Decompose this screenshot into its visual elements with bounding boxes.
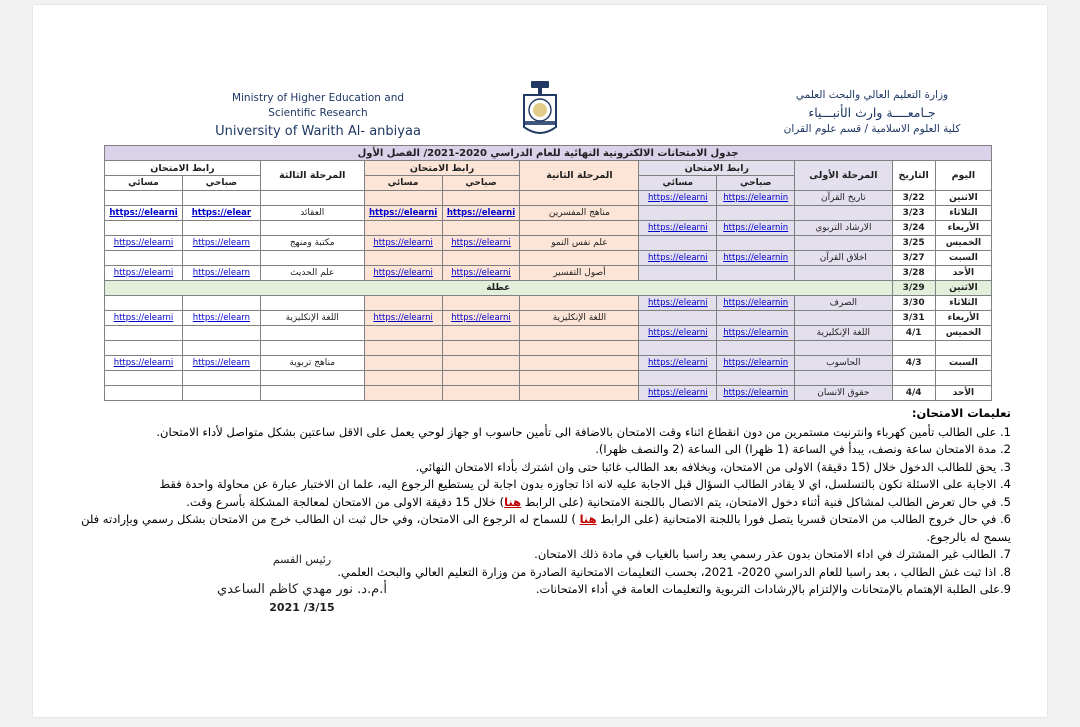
cell-stage3-link-morning[interactable] bbox=[182, 236, 260, 251]
cell-stage1-link-evening bbox=[639, 236, 717, 251]
cell-day bbox=[935, 371, 991, 386]
cell-stage3-subject bbox=[260, 296, 364, 311]
cell-stage3-link-morning[interactable] bbox=[182, 266, 260, 281]
col-header-link1: رابط الامتحان bbox=[639, 161, 795, 176]
table-row bbox=[105, 191, 992, 206]
cell-day: الاثنين bbox=[935, 281, 991, 296]
exam-link[interactable]: https://elearni bbox=[373, 238, 433, 248]
cell-stage3-link-evening[interactable] bbox=[105, 266, 183, 281]
col-header-stage3-evening: مسائي bbox=[105, 176, 183, 191]
signature-block bbox=[177, 553, 427, 614]
cell-stage2-link-morning[interactable] bbox=[442, 206, 520, 221]
cell-stage2-link-evening bbox=[364, 371, 442, 386]
university-crest-icon bbox=[518, 81, 562, 141]
exam-link[interactable]: https://elearnin bbox=[723, 388, 789, 398]
cell-holiday-label: عطلة bbox=[105, 281, 893, 296]
cell-stage1-link-evening[interactable] bbox=[639, 191, 717, 206]
exam-link[interactable]: https://elearni bbox=[648, 358, 708, 368]
cell-stage3-subject bbox=[260, 251, 364, 266]
cell-day: الأربعاء bbox=[935, 221, 991, 236]
cell-stage2-subject bbox=[520, 371, 639, 386]
cell-stage3-subject bbox=[260, 191, 364, 206]
cell-date bbox=[892, 371, 935, 386]
cell-date: 3/28 bbox=[892, 266, 935, 281]
cell-stage3-link-morning bbox=[182, 191, 260, 206]
cell-day: الأحد bbox=[935, 266, 991, 281]
cell-day: السبت bbox=[935, 356, 991, 371]
exam-link[interactable]: https://elearni bbox=[451, 268, 511, 278]
cell-stage3-link-evening bbox=[105, 341, 183, 356]
cell-stage3-subject bbox=[260, 341, 364, 356]
cell-date: 4/1 bbox=[892, 326, 935, 341]
instruction-item: 9.على الطلبة الإهتمام بالإمتحانات والإلتزام بالإرشادات التربوية والتعليمات العامة في أداء الامتحانات. bbox=[535, 582, 1011, 596]
cell-stage1-subject bbox=[795, 371, 892, 386]
cell-date: 3/24 bbox=[892, 221, 935, 236]
table-row-holiday bbox=[105, 281, 992, 296]
cell-stage1-link-evening bbox=[639, 341, 717, 356]
instruction-item: 6. في حال خروج الطالب من الامتحان قسريا يتصل فورا باللجنة الامتحانية (على الرابط هنا ) للسماح له الرجوع الى الامتحان، وفي حال ثبت ان الطالب خرج من الامتحان بشكل رسمي وبإرادته فلن يسمح له بالرجوع. bbox=[81, 512, 1011, 544]
cell-stage3-subject: علم الحديث bbox=[260, 266, 364, 281]
cell-stage2-link-evening[interactable] bbox=[364, 236, 442, 251]
university-name-en: University of Warith Al- anbiyaa bbox=[215, 124, 421, 139]
exam-link[interactable]: https://elearn bbox=[192, 313, 251, 323]
cell-stage2-subject bbox=[520, 191, 639, 206]
cell-stage1-subject: اللغة الإنكليزية bbox=[795, 326, 892, 341]
table-row bbox=[105, 251, 992, 266]
cell-stage2-link-morning bbox=[442, 326, 520, 341]
instruction-link[interactable]: هنا bbox=[504, 494, 522, 509]
cell-stage1-link-evening bbox=[639, 371, 717, 386]
cell-day bbox=[935, 341, 991, 356]
cell-stage1-link-morning bbox=[717, 311, 795, 326]
table-row bbox=[105, 386, 992, 401]
cell-stage2-subject bbox=[520, 356, 639, 371]
cell-stage1-link-morning bbox=[717, 206, 795, 221]
header-left-english bbox=[173, 91, 463, 139]
exam-link[interactable]: https://elearnin bbox=[723, 253, 789, 263]
exam-link[interactable]: https://elearni bbox=[373, 268, 433, 278]
cell-stage2-subject: مناهج المفسرين bbox=[520, 206, 639, 221]
cell-date: 3/22 bbox=[892, 191, 935, 206]
cell-stage2-link-evening bbox=[364, 341, 442, 356]
cell-stage2-subject bbox=[520, 296, 639, 311]
cell-stage2-link-morning bbox=[442, 356, 520, 371]
cell-stage2-link-morning bbox=[442, 296, 520, 311]
instructions-title: تعليمات الامتحان: bbox=[911, 406, 1011, 420]
header-right-arabic bbox=[727, 87, 1017, 138]
cell-stage2-subject: اللغة الإنكليزية bbox=[520, 311, 639, 326]
cell-stage3-subject bbox=[260, 386, 364, 401]
cell-date: 4/4 bbox=[892, 386, 935, 401]
exam-link[interactable]: https://elearni bbox=[648, 193, 708, 203]
exam-link[interactable]: https://elearni bbox=[113, 358, 174, 368]
cell-stage1-link-evening[interactable] bbox=[639, 326, 717, 341]
cell-day: الثلاثاء bbox=[935, 296, 991, 311]
cell-stage1-subject bbox=[795, 236, 892, 251]
exam-link[interactable]: https://elearni bbox=[113, 238, 174, 248]
exam-link[interactable]: https://elearni bbox=[648, 388, 708, 398]
cell-stage2-subject bbox=[520, 221, 639, 236]
cell-stage1-link-evening bbox=[639, 266, 717, 281]
exam-link[interactable]: https://elearni bbox=[446, 208, 516, 218]
exam-link[interactable]: https://elearn bbox=[192, 358, 251, 368]
cell-date: 3/30 bbox=[892, 296, 935, 311]
cell-date bbox=[892, 341, 935, 356]
instruction-item: 2. مدة الامتحان ساعة ونصف، يبدأ في الساعة (1 ظهرا) الى الساعة (2 والنصف ظهرا). bbox=[595, 442, 1011, 456]
col-header-stage2: المرحلة الثانية bbox=[520, 161, 639, 191]
exam-link[interactable]: https://elearni bbox=[373, 313, 433, 323]
col-header-link3: رابط الامتحان bbox=[105, 161, 261, 176]
col-header-stage1-evening: مسائي bbox=[639, 176, 717, 191]
cell-stage2-link-evening bbox=[364, 356, 442, 371]
cell-stage3-link-evening bbox=[105, 221, 183, 236]
cell-stage3-link-morning bbox=[182, 386, 260, 401]
cell-stage2-link-morning[interactable] bbox=[442, 236, 520, 251]
cell-stage3-link-evening bbox=[105, 191, 183, 206]
cell-day: الثلاثاء bbox=[935, 206, 991, 221]
instruction-item: 8. اذا ثبت غش الطالب ، بعد راسبا للعام الدراسي 2020- 2021، بحسب التعليمات الامتحانية الصادرة من وزارة التعليم العالي والبحث العلمي. bbox=[337, 564, 1011, 579]
cell-stage1-link-morning bbox=[717, 341, 795, 356]
cell-date: 3/23 bbox=[892, 206, 935, 221]
table-row bbox=[105, 221, 992, 236]
cell-stage1-subject: حقوق الانسان bbox=[795, 386, 892, 401]
cell-stage3-link-evening[interactable] bbox=[105, 356, 183, 371]
cell-stage1-subject bbox=[795, 341, 892, 356]
cell-stage3-subject: اللغة الإنكليزية bbox=[260, 311, 364, 326]
signature-date: 2021 /3/15 bbox=[269, 601, 335, 614]
cell-stage1-link-morning[interactable] bbox=[717, 251, 795, 266]
cell-stage3-link-morning bbox=[182, 221, 260, 236]
table-row bbox=[105, 341, 992, 356]
cell-stage3-subject bbox=[260, 371, 364, 386]
cell-stage1-link-evening[interactable] bbox=[639, 296, 717, 311]
col-header-stage2-morning: صباحي bbox=[442, 176, 520, 191]
cell-stage3-link-evening bbox=[105, 251, 183, 266]
table-row bbox=[105, 296, 992, 311]
cell-stage3-link-morning[interactable] bbox=[182, 311, 260, 326]
exam-link[interactable]: https://elearnin bbox=[723, 328, 789, 338]
cell-stage3-link-morning bbox=[182, 371, 260, 386]
cell-day: الخميس bbox=[935, 326, 991, 341]
cell-stage1-subject: الحاسوب bbox=[795, 356, 892, 371]
cell-stage3-link-morning bbox=[182, 251, 260, 266]
college-name-ar: كلية العلوم الاسلامية / قسم علوم القران bbox=[783, 123, 961, 135]
document-header bbox=[33, 83, 1047, 143]
cell-stage3-link-evening bbox=[105, 296, 183, 311]
table-title: جدول الامتحانات الالكترونية النهائية للعام الدراسي 2020-2021/ الفصل الأول bbox=[105, 146, 992, 161]
instruction-item: 1. على الطالب تأمين كهرباء وانترنيت مستمرين من دون انقطاع اثناء وقت الامتحان بالاضافة الى تأمين حاسوب او جهاز لوحي يعمل على الاقل ساعتين بشكل متواصل لأداء الامتحان. bbox=[156, 424, 1011, 439]
exam-link[interactable]: https://elearni bbox=[451, 313, 511, 323]
university-name-ar: جـامعــــة وارث الأنبـــياء bbox=[808, 105, 936, 120]
exam-link[interactable]: https://elearni bbox=[113, 313, 174, 323]
exam-link[interactable]: https://elearnin bbox=[723, 223, 789, 233]
cell-stage3-link-morning bbox=[182, 341, 260, 356]
table-row bbox=[105, 356, 992, 371]
cell-day: الاثنين bbox=[935, 191, 991, 206]
exam-link[interactable]: https://elearni bbox=[648, 223, 708, 233]
exam-link[interactable]: https://elearni bbox=[368, 208, 438, 218]
col-header-day: اليوم bbox=[935, 161, 991, 191]
cell-day: السبت bbox=[935, 251, 991, 266]
cell-stage2-link-evening[interactable] bbox=[364, 266, 442, 281]
col-header-stage1-morning: صباحي bbox=[717, 176, 795, 191]
cell-stage1-subject: الصرف bbox=[795, 296, 892, 311]
col-header-stage2-evening: مسائي bbox=[364, 176, 442, 191]
exam-link[interactable]: https://elearnin bbox=[723, 298, 789, 308]
instruction-item: 5. في حال تعرض الطالب لمشاكل فنية أثناء دخول الامتحان، يتم الاتصال باللجنة الامتحانية (على الرابط هنا) خلال 15 دقيقة الاولى من الامتحان لمعالجة المشكلة بأسرع وقت. bbox=[186, 494, 1011, 509]
cell-stage2-subject bbox=[520, 341, 639, 356]
cell-stage2-subject bbox=[520, 326, 639, 341]
cell-stage3-link-morning[interactable] bbox=[182, 206, 260, 221]
instruction-item: 3. يحق للطالب الدخول خلال (15 دقيقة) الاولى من الامتحان، وبخلافه بعد الطالب غائبا حتى وان اشترك بأداء الامتحان النهائي. bbox=[415, 459, 1011, 474]
cell-stage1-link-morning bbox=[717, 266, 795, 281]
cell-date: 3/25 bbox=[892, 236, 935, 251]
cell-date: 3/29 bbox=[892, 281, 935, 296]
exam-link[interactable]: https://elearn bbox=[192, 238, 251, 248]
cell-stage3-link-morning bbox=[182, 326, 260, 341]
cell-stage2-link-morning bbox=[442, 371, 520, 386]
cell-stage2-link-evening[interactable] bbox=[364, 311, 442, 326]
cell-stage2-link-evening bbox=[364, 386, 442, 401]
col-header-date: التاريخ bbox=[892, 161, 935, 191]
cell-stage3-subject: العقائد bbox=[260, 206, 364, 221]
cell-stage3-link-evening[interactable] bbox=[105, 311, 183, 326]
cell-stage2-link-morning[interactable] bbox=[442, 311, 520, 326]
cell-stage2-link-morning bbox=[442, 191, 520, 206]
cell-stage2-subject: علم نفس النمو bbox=[520, 236, 639, 251]
cell-stage3-link-evening bbox=[105, 371, 183, 386]
cell-stage1-link-morning[interactable] bbox=[717, 191, 795, 206]
cell-stage2-subject bbox=[520, 251, 639, 266]
cell-stage1-link-evening[interactable] bbox=[639, 356, 717, 371]
cell-stage1-link-morning bbox=[717, 371, 795, 386]
cell-stage1-subject bbox=[795, 266, 892, 281]
exam-schedule-table bbox=[104, 145, 992, 401]
cell-stage2-link-morning bbox=[442, 341, 520, 356]
cell-stage1-subject bbox=[795, 206, 892, 221]
ministry-line-ar: وزارة التعليم العالي والبحث العلمي bbox=[795, 89, 949, 101]
exam-link[interactable]: https://elearnin bbox=[723, 358, 789, 368]
cell-stage2-link-morning bbox=[442, 386, 520, 401]
cell-stage2-link-morning[interactable] bbox=[442, 266, 520, 281]
exam-link[interactable]: https://elearnin bbox=[723, 193, 789, 203]
col-header-stage1: المرحلة الأولى bbox=[795, 161, 892, 191]
cell-stage3-link-evening bbox=[105, 326, 183, 341]
cell-stage1-link-evening[interactable] bbox=[639, 386, 717, 401]
ministry-line-1: Ministry of Higher Education and bbox=[231, 92, 405, 104]
cell-stage1-link-morning[interactable] bbox=[717, 296, 795, 311]
cell-stage2-link-morning bbox=[442, 221, 520, 236]
cell-stage1-link-morning bbox=[717, 236, 795, 251]
cell-stage1-subject bbox=[795, 311, 892, 326]
cell-stage3-link-morning bbox=[182, 296, 260, 311]
cell-stage1-link-evening[interactable] bbox=[639, 251, 717, 266]
cell-stage3-subject: مناهج تربوية bbox=[260, 356, 364, 371]
cell-stage2-subject bbox=[520, 386, 639, 401]
cell-stage2-link-evening bbox=[364, 191, 442, 206]
table-title-row bbox=[105, 146, 992, 161]
cell-date: 3/27 bbox=[892, 251, 935, 266]
document-sheet bbox=[33, 5, 1047, 717]
col-header-link2: رابط الامتحان bbox=[364, 161, 520, 176]
cell-day: الأحد bbox=[935, 386, 991, 401]
cell-stage3-link-morning[interactable] bbox=[182, 356, 260, 371]
exam-link[interactable]: https://elear bbox=[191, 208, 252, 218]
cell-date: 3/31 bbox=[892, 311, 935, 326]
exam-link[interactable]: https://elearni bbox=[648, 328, 708, 338]
cell-stage2-link-evening bbox=[364, 221, 442, 236]
cell-stage1-subject: الارشاد التربوي bbox=[795, 221, 892, 236]
table-row bbox=[105, 206, 992, 221]
signature-name: أ.م.د. نور مهدي كاظم الساعدي bbox=[217, 582, 387, 597]
cell-stage2-link-evening bbox=[364, 326, 442, 341]
cell-stage1-link-evening bbox=[639, 311, 717, 326]
exam-link[interactable]: https://elearni bbox=[109, 208, 178, 218]
cell-stage1-subject: تاريخ القرآن bbox=[795, 191, 892, 206]
cell-stage3-subject: مكتبة ومنهج bbox=[260, 236, 364, 251]
cell-stage3-link-evening[interactable] bbox=[105, 206, 183, 221]
table-row bbox=[105, 266, 992, 281]
exam-link[interactable]: https://elearni bbox=[648, 298, 708, 308]
exam-link[interactable]: https://elearni bbox=[648, 253, 708, 263]
exam-link[interactable]: https://elearni bbox=[113, 268, 174, 278]
table-row bbox=[105, 236, 992, 251]
cell-stage1-subject: اخلاق القرآن bbox=[795, 251, 892, 266]
cell-day: الخميس bbox=[935, 236, 991, 251]
cell-stage2-link-evening bbox=[364, 251, 442, 266]
exam-link[interactable]: https://elearni bbox=[451, 238, 511, 248]
cell-stage2-link-morning bbox=[442, 251, 520, 266]
cell-stage1-link-morning[interactable] bbox=[717, 356, 795, 371]
signature-role: رئيس القسم bbox=[272, 553, 332, 566]
cell-stage3-subject bbox=[260, 221, 364, 236]
table-row bbox=[105, 311, 992, 326]
instruction-link[interactable]: هنا bbox=[579, 512, 597, 526]
instruction-item: 7. الطالب غير المشترك في اداء الامتحان بدون عذر رسمي يعد راسبا بالغياب في مادة ذلك الامتحان. bbox=[534, 547, 1011, 561]
cell-day: الأربعاء bbox=[935, 311, 991, 326]
ministry-line-2: Scientific Research bbox=[268, 107, 368, 119]
table-header-row-1 bbox=[105, 161, 992, 176]
instruction-item: 4. الاجابة على الاسئلة تكون بالتسلسل، اي لا يقادر الطالب السؤال قبل الاجابة عليه لانه اذا تجاوزه بدون اجابة لن يستطيع الرجوع اليه، علما ان الاختبار عبارة عن محاولة واحدة فقط bbox=[159, 477, 1011, 491]
table-row bbox=[105, 326, 992, 341]
col-header-stage3-morning: صباحي bbox=[182, 176, 260, 191]
cell-stage3-subject bbox=[260, 326, 364, 341]
cell-stage1-link-morning[interactable] bbox=[717, 221, 795, 236]
table-row bbox=[105, 371, 992, 386]
cell-stage1-link-evening[interactable] bbox=[639, 221, 717, 236]
cell-stage1-link-evening bbox=[639, 206, 717, 221]
cell-stage2-link-evening bbox=[364, 296, 442, 311]
cell-stage3-link-evening[interactable] bbox=[105, 236, 183, 251]
cell-stage1-link-morning[interactable] bbox=[717, 386, 795, 401]
exam-link[interactable]: https://elearn bbox=[192, 268, 251, 278]
col-header-stage3: المرحلة الثالثة bbox=[260, 161, 364, 191]
cell-stage2-link-evening[interactable] bbox=[364, 206, 442, 221]
cell-stage2-subject: أصول التفسير bbox=[520, 266, 639, 281]
cell-stage1-link-morning[interactable] bbox=[717, 326, 795, 341]
cell-stage3-link-evening bbox=[105, 386, 183, 401]
cell-date: 4/3 bbox=[892, 356, 935, 371]
